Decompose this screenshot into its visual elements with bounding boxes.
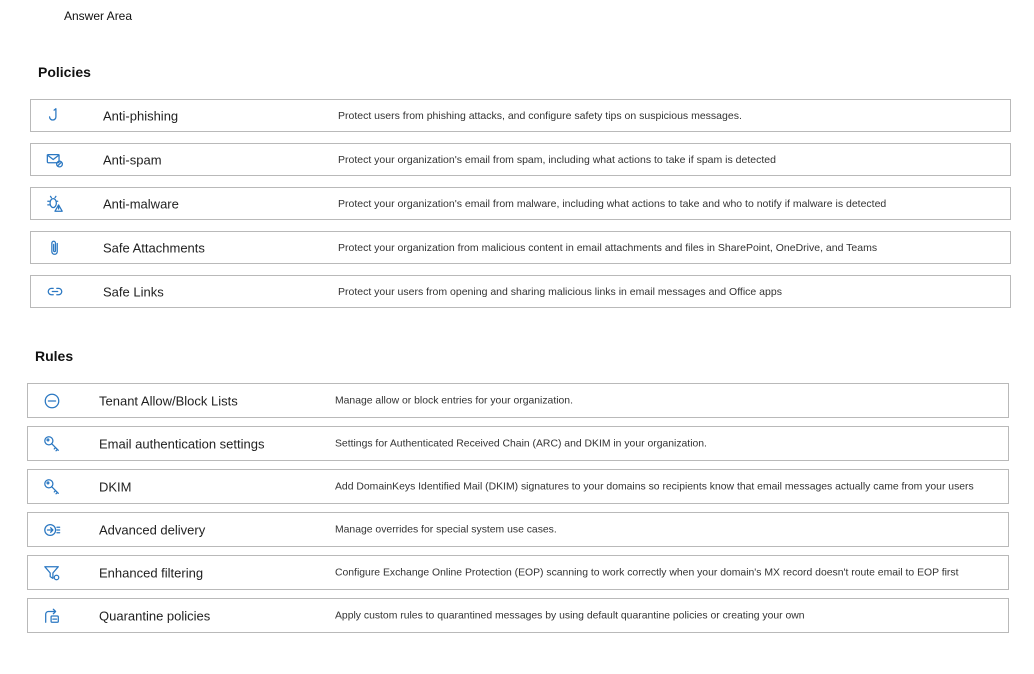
policy-row-anti-malware[interactable] bbox=[30, 187, 1011, 220]
policy-description: Protect users from phishing attacks, and configure safety tips on suspicious messages. bbox=[338, 109, 742, 122]
rule-row-dkim[interactable] bbox=[27, 469, 1009, 504]
key-icon bbox=[42, 477, 62, 497]
rules-list bbox=[27, 383, 1009, 641]
answer-area-label: Answer Area bbox=[64, 9, 133, 23]
policy-name: Anti-malware bbox=[103, 196, 179, 211]
rule-name: Quarantine policies bbox=[99, 608, 211, 623]
rule-description: Configure Exchange Online Protection (EOP) scanning to work correctly when your domain's MX record doesn't route email to EOP first bbox=[335, 567, 959, 578]
block-circle-icon bbox=[42, 391, 62, 411]
rule-name: Email authentication settings bbox=[99, 436, 265, 451]
policy-name: Anti-spam bbox=[103, 152, 162, 167]
policy-row-safe-attachments[interactable] bbox=[30, 231, 1011, 264]
paperclip-icon bbox=[45, 238, 65, 258]
policy-row-anti-phishing[interactable] bbox=[30, 99, 1011, 132]
policy-description: Protect your organization from malicious content in email attachments and files in SharePoint, OneDrive, and Teams bbox=[338, 241, 878, 254]
mail-blocked-icon bbox=[45, 150, 65, 170]
policies-section-title: Policies bbox=[38, 64, 91, 80]
policies-list bbox=[30, 99, 1011, 319]
policy-name: Safe Links bbox=[103, 284, 164, 299]
filter-icon bbox=[42, 563, 62, 583]
policy-description: Protect your users from opening and sharing malicious links in email messages and Office apps bbox=[338, 285, 782, 298]
hook-icon bbox=[45, 106, 65, 126]
rule-row-quarantine-policies[interactable] bbox=[27, 598, 1009, 633]
policy-name: Safe Attachments bbox=[103, 240, 205, 255]
key-icon bbox=[42, 434, 62, 454]
bug-warning-icon bbox=[45, 194, 65, 214]
link-icon bbox=[45, 282, 65, 302]
policy-description: Protect your organization's email from spam, including what actions to take if spam is detected bbox=[338, 153, 776, 166]
policy-row-safe-links[interactable] bbox=[30, 275, 1011, 308]
rule-row-tenant-allow-block-lists[interactable] bbox=[27, 383, 1009, 418]
rule-name: Enhanced filtering bbox=[99, 565, 204, 580]
policy-row-anti-spam[interactable] bbox=[30, 143, 1011, 176]
rule-description: Add DomainKeys Identified Mail (DKIM) signatures to your domains so recipients know that email messages actually came from your users bbox=[335, 481, 974, 492]
rule-description: Manage overrides for special system use cases. bbox=[335, 524, 557, 535]
rule-description: Apply custom rules to quarantined messages by using default quarantine policies or creating your own bbox=[335, 610, 805, 621]
rule-row-advanced-delivery[interactable] bbox=[27, 512, 1009, 547]
rule-row-email-authentication-settings[interactable] bbox=[27, 426, 1009, 461]
rule-name: Tenant Allow/Block Lists bbox=[99, 393, 238, 408]
rule-name: Advanced delivery bbox=[99, 522, 206, 537]
policy-description: Protect your organization's email from malware, including what actions to take and who to notify if malware is detected bbox=[338, 197, 887, 210]
rule-name: DKIM bbox=[99, 479, 132, 494]
quarantine-icon bbox=[42, 606, 62, 626]
rule-row-enhanced-filtering[interactable] bbox=[27, 555, 1009, 590]
rule-description: Manage allow or block entries for your organization. bbox=[335, 395, 573, 406]
policy-name: Anti-phishing bbox=[103, 108, 179, 123]
rules-section-title: Rules bbox=[35, 348, 74, 364]
delivery-arrow-icon bbox=[42, 520, 62, 540]
rule-description: Settings for Authenticated Received Chain (ARC) and DKIM in your organization. bbox=[335, 438, 707, 449]
